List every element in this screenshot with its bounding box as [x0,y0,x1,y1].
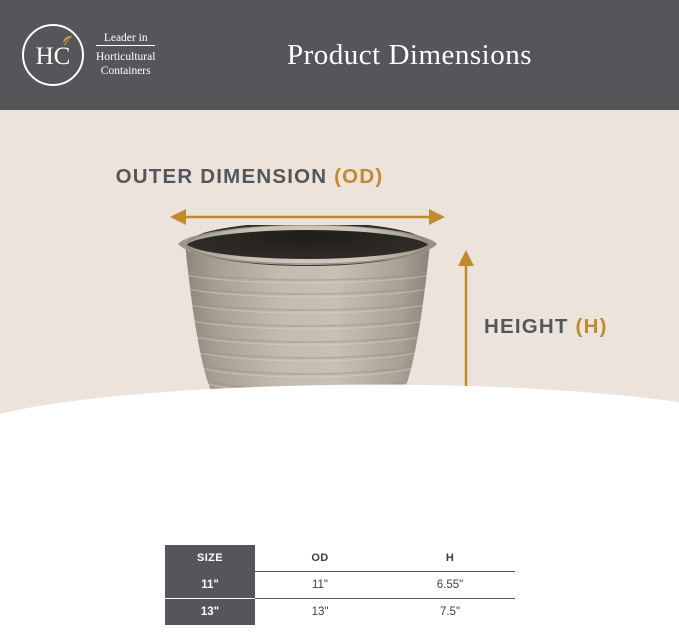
logo-tagline [96,31,155,80]
table-cell-od: 11" [255,572,385,599]
table-header-row [165,545,515,572]
dimensions-table-wrap [165,545,515,625]
table-cell-size: 13" [165,599,255,626]
leaf-icon [62,35,73,46]
outer-dimension-label-main: OUTER DIMENSION [115,165,335,188]
logo-circle-icon [22,24,84,86]
table-cell-h: 6.55" [385,572,515,599]
table-header-h: H [385,545,515,572]
table-cell-od: 13" [311,606,329,618]
header-bar [0,0,679,110]
logo-tagline-line2: Horticultural [96,50,156,63]
height-label-accent: (H) [575,315,608,338]
table-row [165,599,515,626]
logo-divider-top [96,45,155,46]
logo-monogram: HC [35,42,71,70]
logo-tagline-line3: Containers [100,64,151,77]
outer-dimension-label-accent: (OD) [334,165,384,188]
diagram-panel [0,110,679,440]
table-header-od: OD [255,545,385,572]
table-cell-h: 7.5" [439,606,461,618]
table-cell-size: 11" [165,572,255,599]
logo-tagline-line1: Leader in [103,31,148,44]
height-label-main: HEIGHT [484,315,576,338]
table-row [165,572,515,599]
panel-bottom-curve [0,382,679,440]
outer-dimension-label [0,165,679,189]
page-title: Product Dimensions [286,38,533,71]
brand-logo [22,24,155,86]
table-header-size: SIZE [165,545,255,572]
height-label [484,315,608,339]
dimensions-table [165,545,515,625]
